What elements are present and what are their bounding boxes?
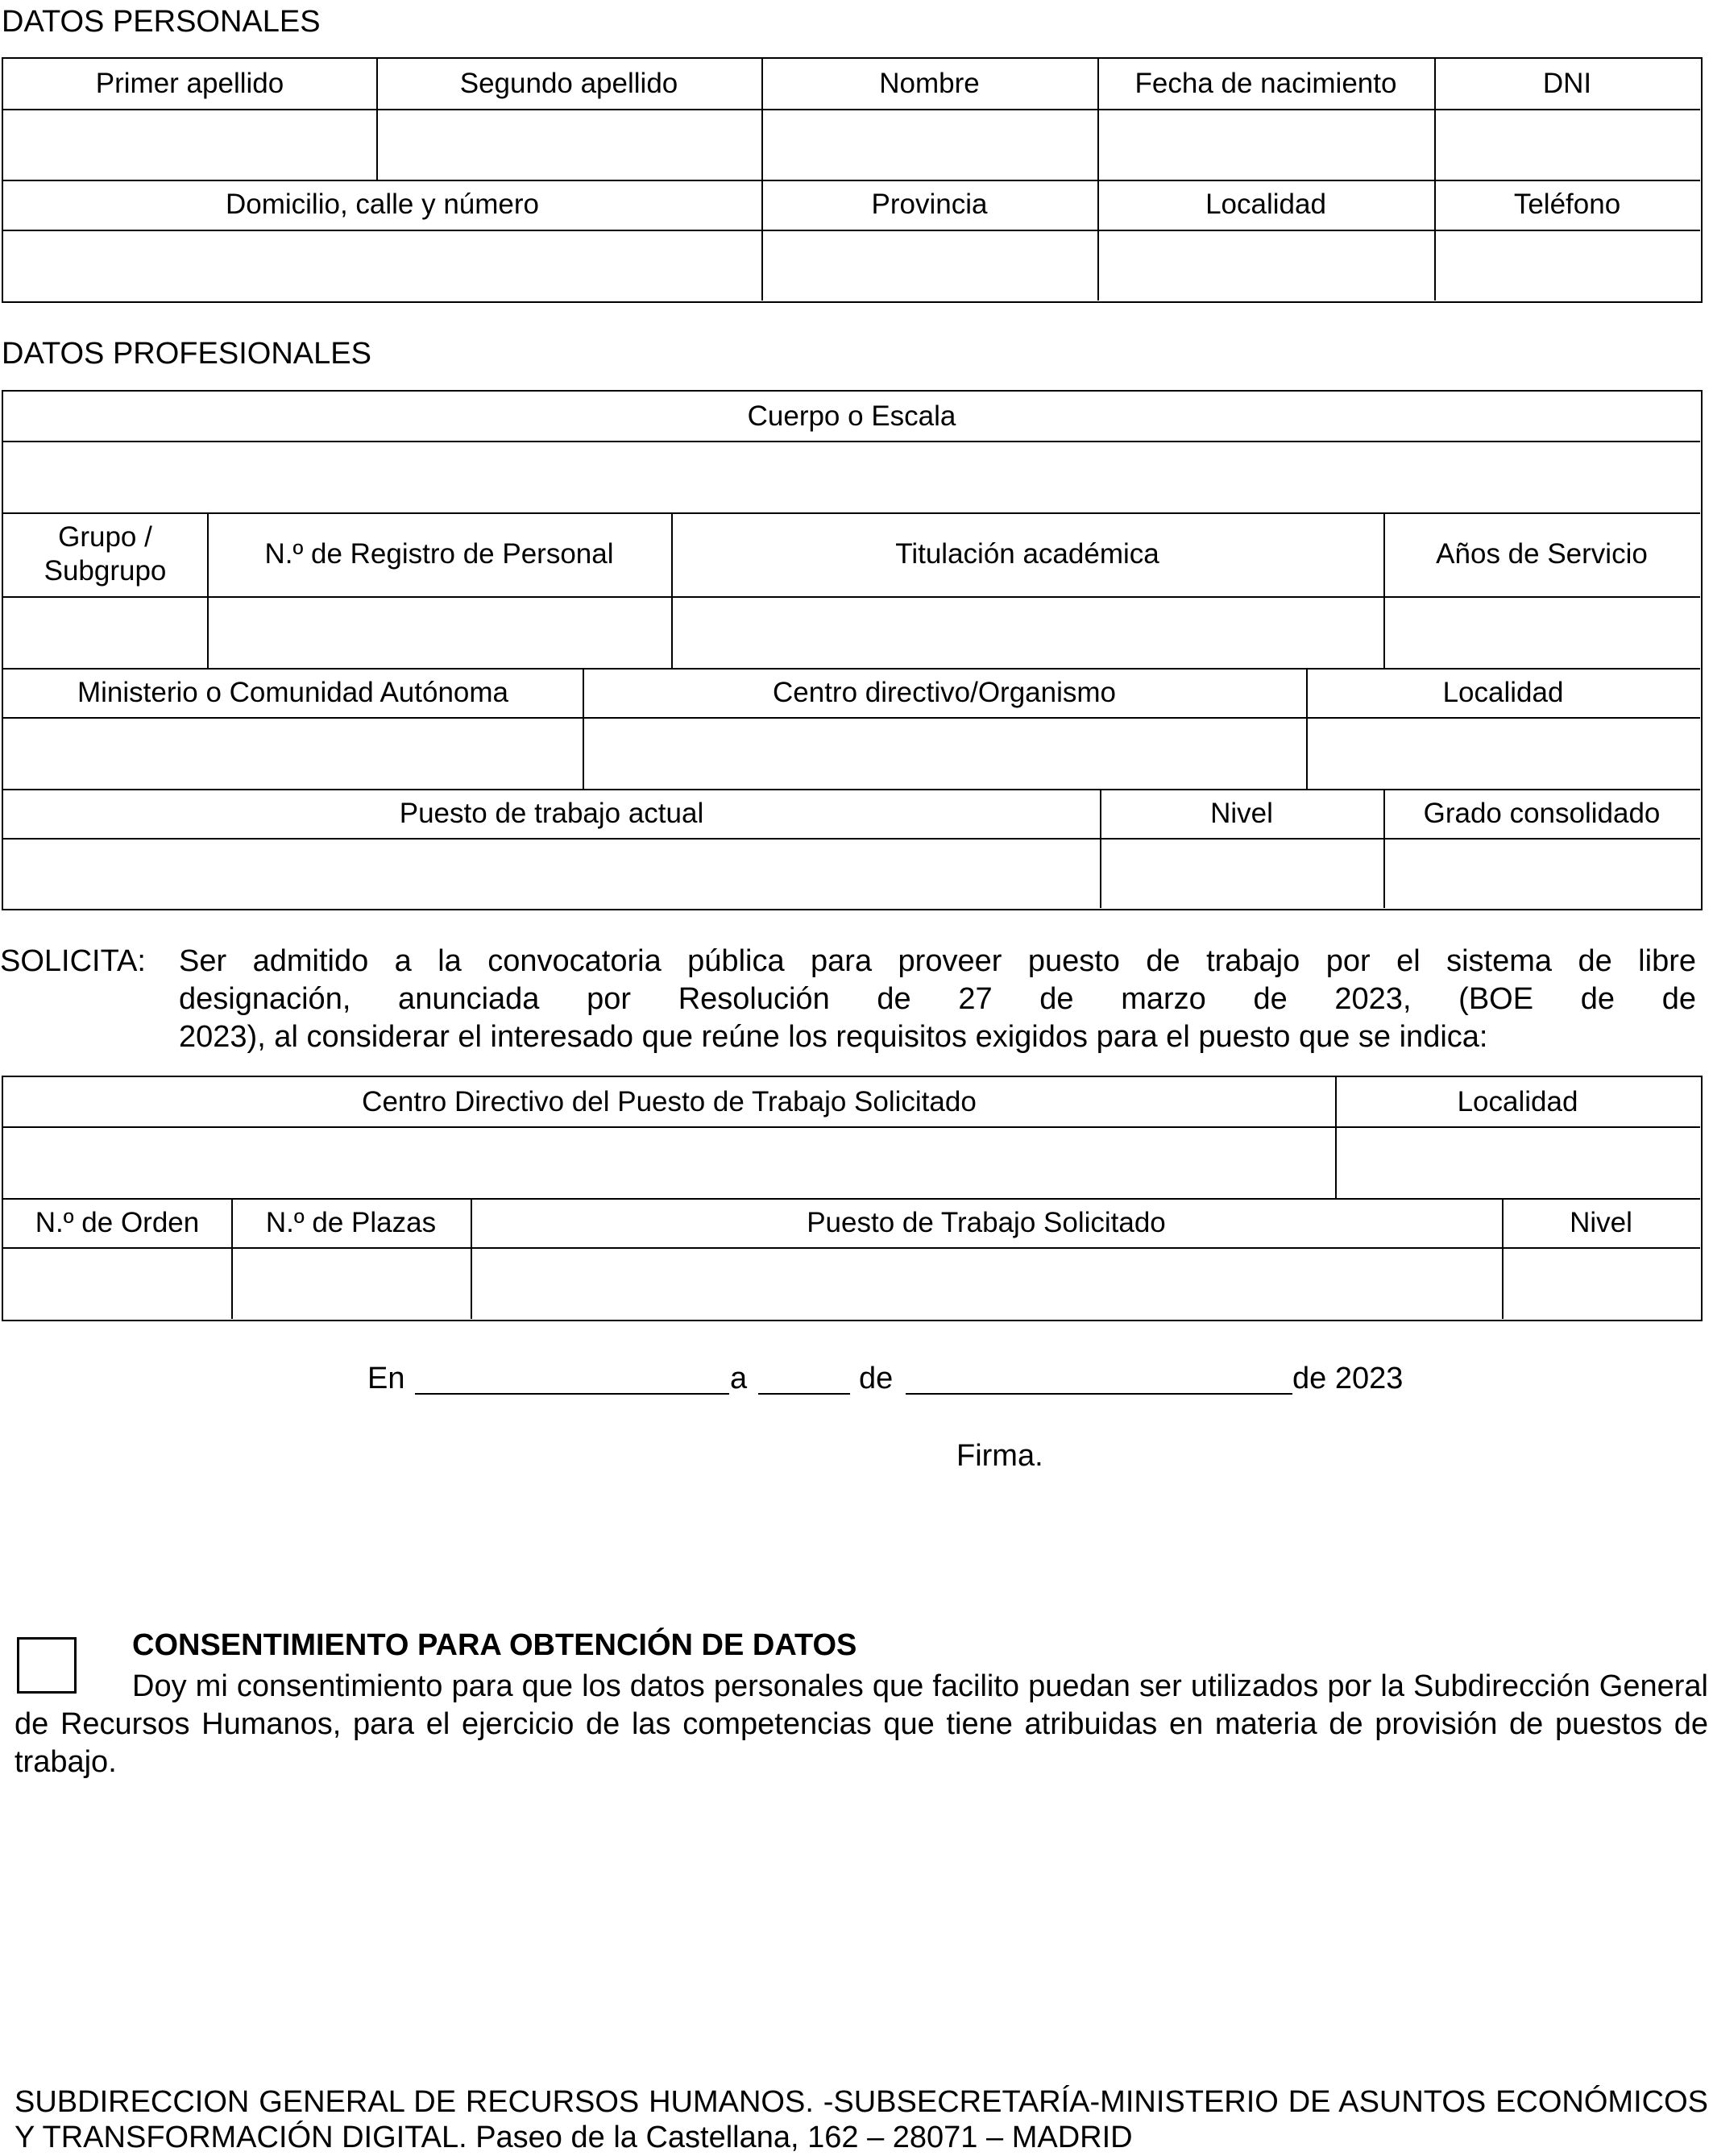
label-localidad-solicitado: Localidad	[1457, 1085, 1578, 1117]
field-centro-directivo[interactable]	[583, 717, 1306, 789]
label-centro-solicitado: Centro Directivo del Puesto de Trabajo Solicitado	[362, 1085, 977, 1117]
solicita-line-3: 2023), al considerar el interesado que reúne los requisitos exigidos para el puesto que se indica:	[179, 1020, 1488, 1054]
field-segundo-apellido[interactable]	[376, 109, 761, 180]
field-provincia[interactable]	[761, 230, 1097, 301]
section-title-personal: DATOS PERSONALES	[2, 5, 321, 39]
field-nombre[interactable]	[761, 109, 1097, 180]
firma-label: Firma.	[956, 1439, 1043, 1473]
date-a-label: a	[730, 1362, 748, 1395]
label-nivel-solicitado: Nivel	[1570, 1206, 1632, 1238]
label-anos-servicio: Años de Servicio	[1436, 538, 1648, 570]
field-nivel[interactable]	[1100, 838, 1383, 908]
solicita-line-2-text: designación, anunciada por Resolución de 27 de marzo de 2023, (BOE de	[179, 982, 1616, 1016]
field-centro-solicitado[interactable]	[3, 1126, 1335, 1198]
field-dni[interactable]	[1434, 109, 1700, 180]
solicita-line-2	[179, 981, 1696, 1018]
date-day-line[interactable]	[758, 1393, 850, 1395]
label-numero-orden: N.º de Orden	[35, 1206, 200, 1238]
label-nivel: Nivel	[1210, 797, 1273, 829]
solicita-line-2-de: de	[1661, 982, 1696, 1016]
label-fecha-nacimiento: Fecha de nacimiento	[1134, 68, 1397, 99]
label-puesto-actual: Puesto de trabajo actual	[399, 797, 704, 829]
solicita-line-1: Ser admitido a la convocatoria pública para proveer puesto de trabajo por el sistema de libre	[179, 944, 1696, 978]
field-telefono[interactable]	[1434, 230, 1700, 301]
label-primer-apellido: Primer apellido	[95, 68, 284, 99]
label-grado-consolidado: Grado consolidado	[1423, 797, 1661, 829]
field-localidad-solicitado[interactable]	[1335, 1126, 1700, 1198]
label-puesto-solicitado: Puesto de Trabajo Solicitado	[807, 1206, 1166, 1238]
label-localidad-profesional: Localidad	[1442, 676, 1564, 708]
label-dni: DNI	[1542, 68, 1592, 99]
field-fecha-nacimiento[interactable]	[1097, 109, 1434, 180]
label-nombre: Nombre	[879, 68, 980, 99]
label-cuerpo-escala: Cuerpo o Escala	[747, 400, 956, 432]
field-registro-personal[interactable]	[207, 596, 671, 668]
label-provincia: Provincia	[871, 189, 988, 220]
field-anos-servicio[interactable]	[1383, 596, 1700, 668]
field-cuerpo-escala[interactable]	[3, 441, 1700, 512]
date-de-label: de	[859, 1362, 894, 1395]
field-grado-consolidado[interactable]	[1383, 838, 1700, 908]
field-puesto-solicitado[interactable]	[471, 1247, 1502, 1319]
consent-title: CONSENTIMIENTO PARA OBTENCIÓN DE DATOS	[132, 1628, 857, 1662]
field-nivel-solicitado[interactable]	[1502, 1247, 1700, 1319]
date-month-line[interactable]	[906, 1393, 1292, 1395]
consent-text: Doy mi consentimiento para que los datos personales que facilito puedan ser utilizados por la Subdirección General de Recursos Humanos, para el ejercicio de las competencias que tiene atribuidas en materia de provisión de puestos de trabajo.	[15, 1669, 1708, 1779]
field-localidad-profesional[interactable]	[1306, 717, 1700, 789]
label-centro-directivo: Centro directivo/Organismo	[773, 676, 1116, 708]
field-puesto-actual[interactable]	[3, 838, 1100, 908]
section-title-profesional: DATOS PROFESIONALES	[2, 337, 371, 371]
date-place-line[interactable]	[415, 1393, 729, 1395]
label-localidad: Localidad	[1205, 189, 1326, 220]
field-grupo-subgrupo[interactable]	[3, 596, 207, 668]
field-domicilio[interactable]	[3, 230, 761, 301]
label-telefono: Teléfono	[1513, 189, 1621, 220]
label-numero-plazas: N.º de Plazas	[265, 1206, 437, 1238]
label-segundo-apellido: Segundo apellido	[459, 68, 678, 99]
label-grupo-subgrupo: Grupo / Subgrupo	[44, 521, 167, 587]
footer-address: SUBDIRECCION GENERAL DE RECURSOS HUMANOS. -SUBSECRETARÍA-MINISTERIO DE ASUNTOS ECONÓMICOS Y TRANSFORMACIÓN DIGITAL. Paseo de la Castellana, 162 – 28071 – MADRID	[15, 2085, 1708, 2154]
label-domicilio: Domicilio, calle y número	[225, 189, 540, 220]
personal-data-table	[2, 57, 1703, 303]
field-localidad[interactable]	[1097, 230, 1434, 301]
label-titulacion: Titulación académica	[895, 538, 1159, 570]
label-registro-personal: N.º de Registro de Personal	[264, 538, 614, 570]
field-primer-apellido[interactable]	[3, 109, 376, 180]
label-ministerio: Ministerio o Comunidad Autónoma	[77, 676, 508, 708]
field-ministerio[interactable]	[3, 717, 583, 789]
professional-data-table	[2, 390, 1703, 910]
date-en-label: En	[367, 1362, 405, 1395]
field-numero-orden[interactable]	[3, 1247, 231, 1319]
date-year-label: de 2023	[1292, 1362, 1404, 1395]
field-numero-plazas[interactable]	[231, 1247, 471, 1319]
field-titulacion[interactable]	[671, 596, 1383, 668]
solicita-label: SOLICITA:	[0, 944, 146, 978]
requested-position-table	[2, 1076, 1703, 1321]
